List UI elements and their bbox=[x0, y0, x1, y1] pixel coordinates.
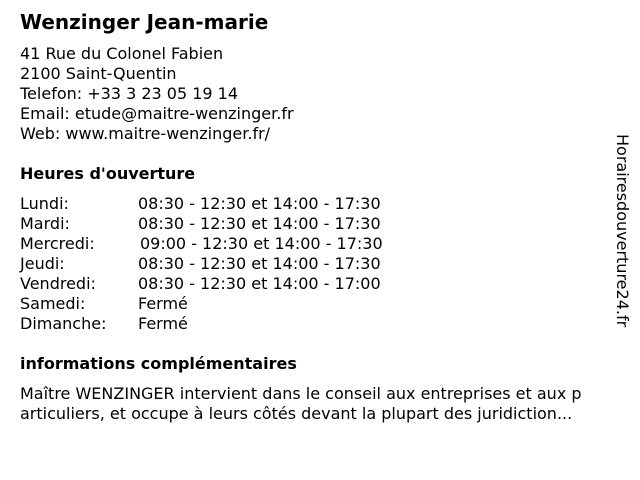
hours-row-wednesday bbox=[20, 234, 440, 254]
site-watermark bbox=[612, 134, 632, 346]
hours-row-monday bbox=[20, 194, 440, 214]
additional-info-text bbox=[20, 384, 632, 424]
hours-day: Mercredi: bbox=[20, 234, 95, 253]
hours-row-tuesday bbox=[20, 214, 440, 234]
hours-day: Samedi: bbox=[20, 294, 86, 313]
address-city: 2100 Saint-Quentin bbox=[20, 64, 177, 83]
hours-day: Dimanche: bbox=[20, 314, 107, 333]
info-line: articuliers, et occupe à leurs côtés devant la plupart des juridiction... bbox=[20, 404, 573, 423]
phone-number[interactable]: Telefon: +33 3 23 05 19 14 bbox=[20, 84, 239, 103]
opening-hours-table bbox=[20, 194, 440, 334]
hours-row-sunday bbox=[20, 314, 440, 334]
hours-time: 08:30 - 12:30 et 14:00 - 17:30 bbox=[138, 194, 381, 213]
watermark-text: Horairesdouverture24.fr bbox=[613, 134, 632, 328]
contact-block bbox=[20, 44, 294, 144]
address-street: 41 Rue du Colonel Fabien bbox=[20, 44, 224, 63]
hours-time: 08:30 - 12:30 et 14:00 - 17:30 bbox=[138, 214, 381, 233]
info-line: Maître WENZINGER intervient dans le conseil aux entreprises et aux p bbox=[20, 384, 582, 403]
email-address[interactable]: Email: etude@maitre-wenzinger.fr bbox=[20, 104, 294, 123]
hours-time: 09:00 - 12:30 et 14:00 - 17:30 bbox=[140, 234, 383, 253]
hours-time: Fermé bbox=[138, 294, 188, 313]
hours-row-thursday bbox=[20, 254, 440, 274]
hours-time: 08:30 - 12:30 et 14:00 - 17:00 bbox=[138, 274, 381, 293]
hours-day: Jeudi: bbox=[20, 254, 65, 273]
opening-hours-heading: Heures d'ouverture bbox=[20, 164, 196, 183]
hours-day: Lundi: bbox=[20, 194, 69, 213]
hours-time: 08:30 - 12:30 et 14:00 - 17:30 bbox=[138, 254, 381, 273]
hours-row-saturday bbox=[20, 294, 440, 314]
hours-row-friday bbox=[20, 274, 440, 294]
website-link[interactable]: Web: www.maitre-wenzinger.fr/ bbox=[20, 124, 271, 143]
additional-info-heading: informations complémentaires bbox=[20, 354, 297, 373]
hours-time: Fermé bbox=[138, 314, 188, 333]
hours-day: Vendredi: bbox=[20, 274, 96, 293]
hours-day: Mardi: bbox=[20, 214, 70, 233]
business-name: Wenzinger Jean-marie bbox=[20, 10, 269, 34]
